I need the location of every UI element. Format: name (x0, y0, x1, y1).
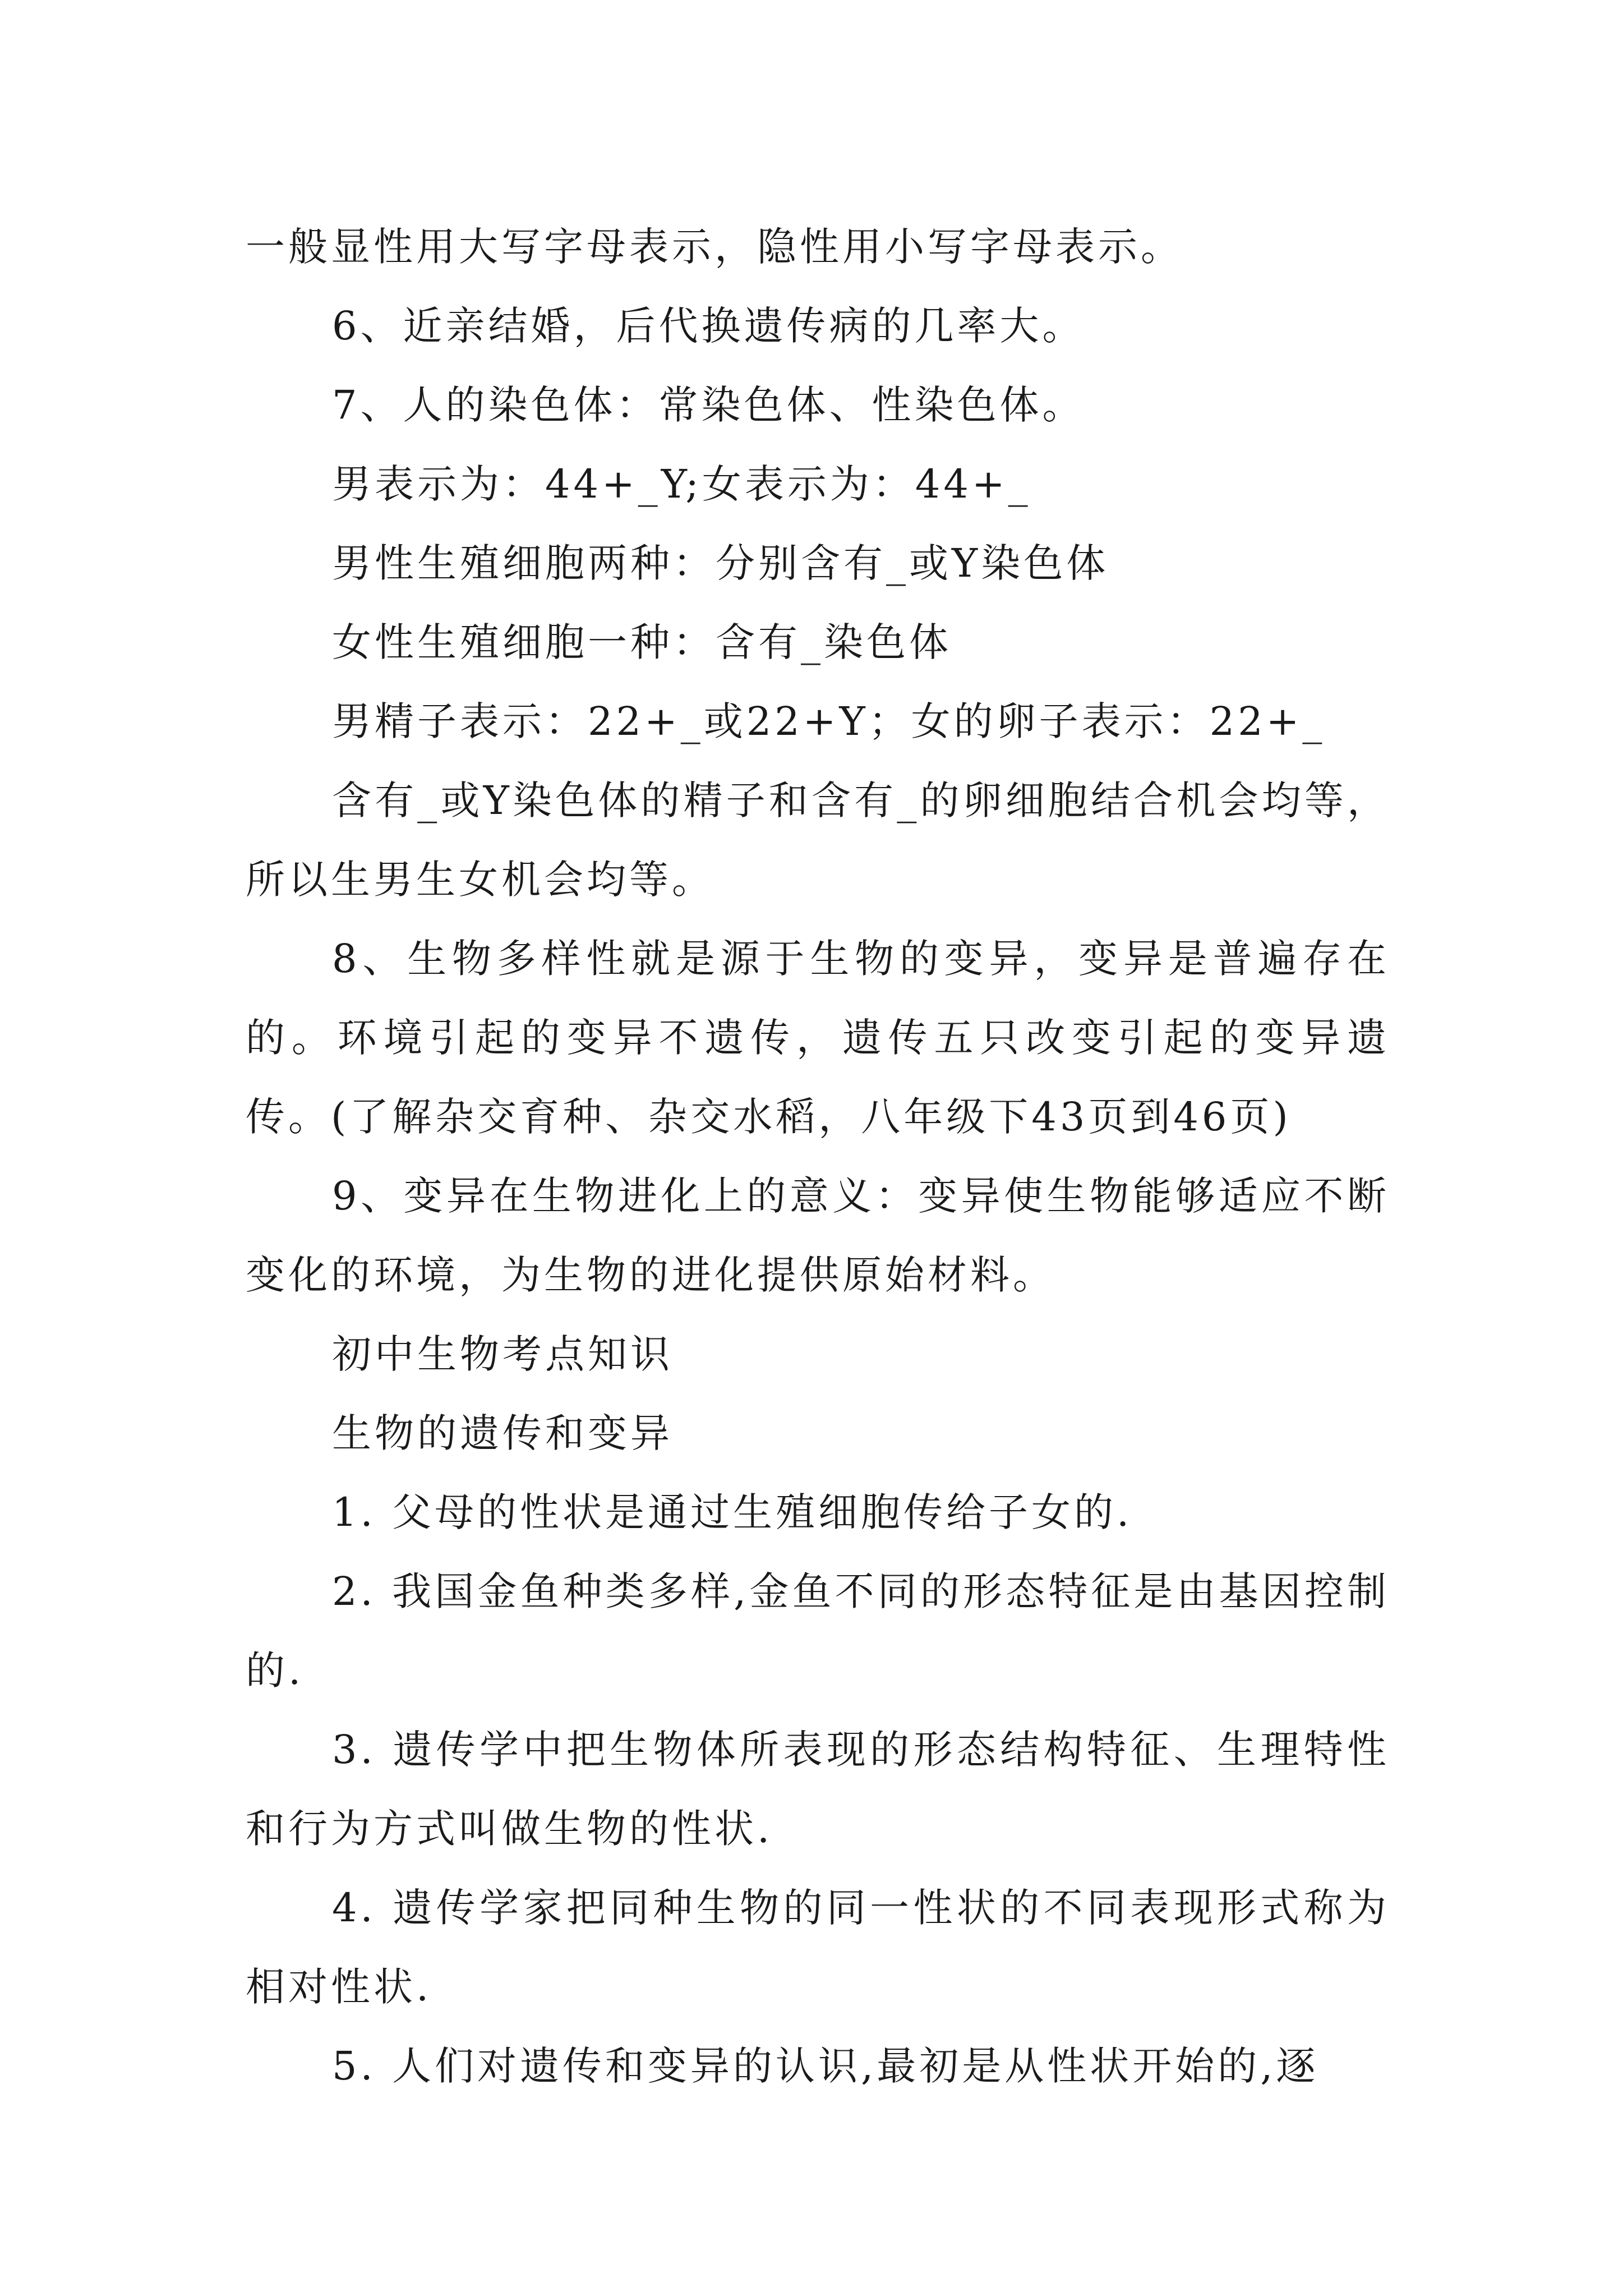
paragraph: 3. 遗传学中把生物体所表现的形态结构特征、生理特性和行为方式叫做生物的性状. (246, 1727, 1390, 1852)
paragraph: 1. 父母的性状是通过生殖细胞传给子女的. (332, 1489, 1133, 1535)
section-subheading: 生物的遗传和变异 (332, 1410, 673, 1456)
section-heading: 初中生物考点知识 (332, 1331, 673, 1377)
document-body (246, 208, 1390, 2106)
paragraph: 含有_或Y染色体的精子和含有_的卵细胞结合机会均等，所以生男生女机会均等。 (246, 777, 1390, 903)
paragraph: 5. 人们对遗传和变异的认识,最初是从性状开始的,逐 (332, 2043, 1319, 2089)
paragraph: 6、近亲结婚，后代换遗传病的几率大。 (332, 303, 1085, 349)
paragraph: 4. 遗传学家把同种生物的同一性状的不同表现形式称为相对性状. (246, 1885, 1390, 2010)
paragraph: 男精子表示：22+_或22+Y；女的卵子表示：22+_ (332, 698, 1326, 744)
paragraph: 男表示为：44+_Y;女表示为：44+_ (332, 461, 1031, 507)
paragraph: 7、人的染色体：常染色体、性染色体。 (332, 382, 1085, 428)
paragraph: 8、生物多样性就是源于生物的变异，变异是普遍存在的。环境引起的变异不遗传，遗传五只改变引起的变异遗传。(了解杂交育种、杂交水稻，八年级下43页到46页) (246, 936, 1390, 1140)
paragraph: 男性生殖细胞两种：分别含有_或Y染色体 (332, 540, 1109, 586)
paragraph: 2. 我国金鱼种类多样,金鱼不同的形态特征是由基因控制的. (246, 1568, 1390, 1694)
paragraph: 一般显性用大写字母表示，隐性用小写字母表示。 (246, 224, 1183, 270)
paragraph: 女性生殖细胞一种：含有_染色体 (332, 619, 952, 665)
paragraph: 9、变异在生物进化上的意义：变异使生物能够适应不断变化的环境，为生物的进化提供原始材料。 (246, 1173, 1390, 1298)
